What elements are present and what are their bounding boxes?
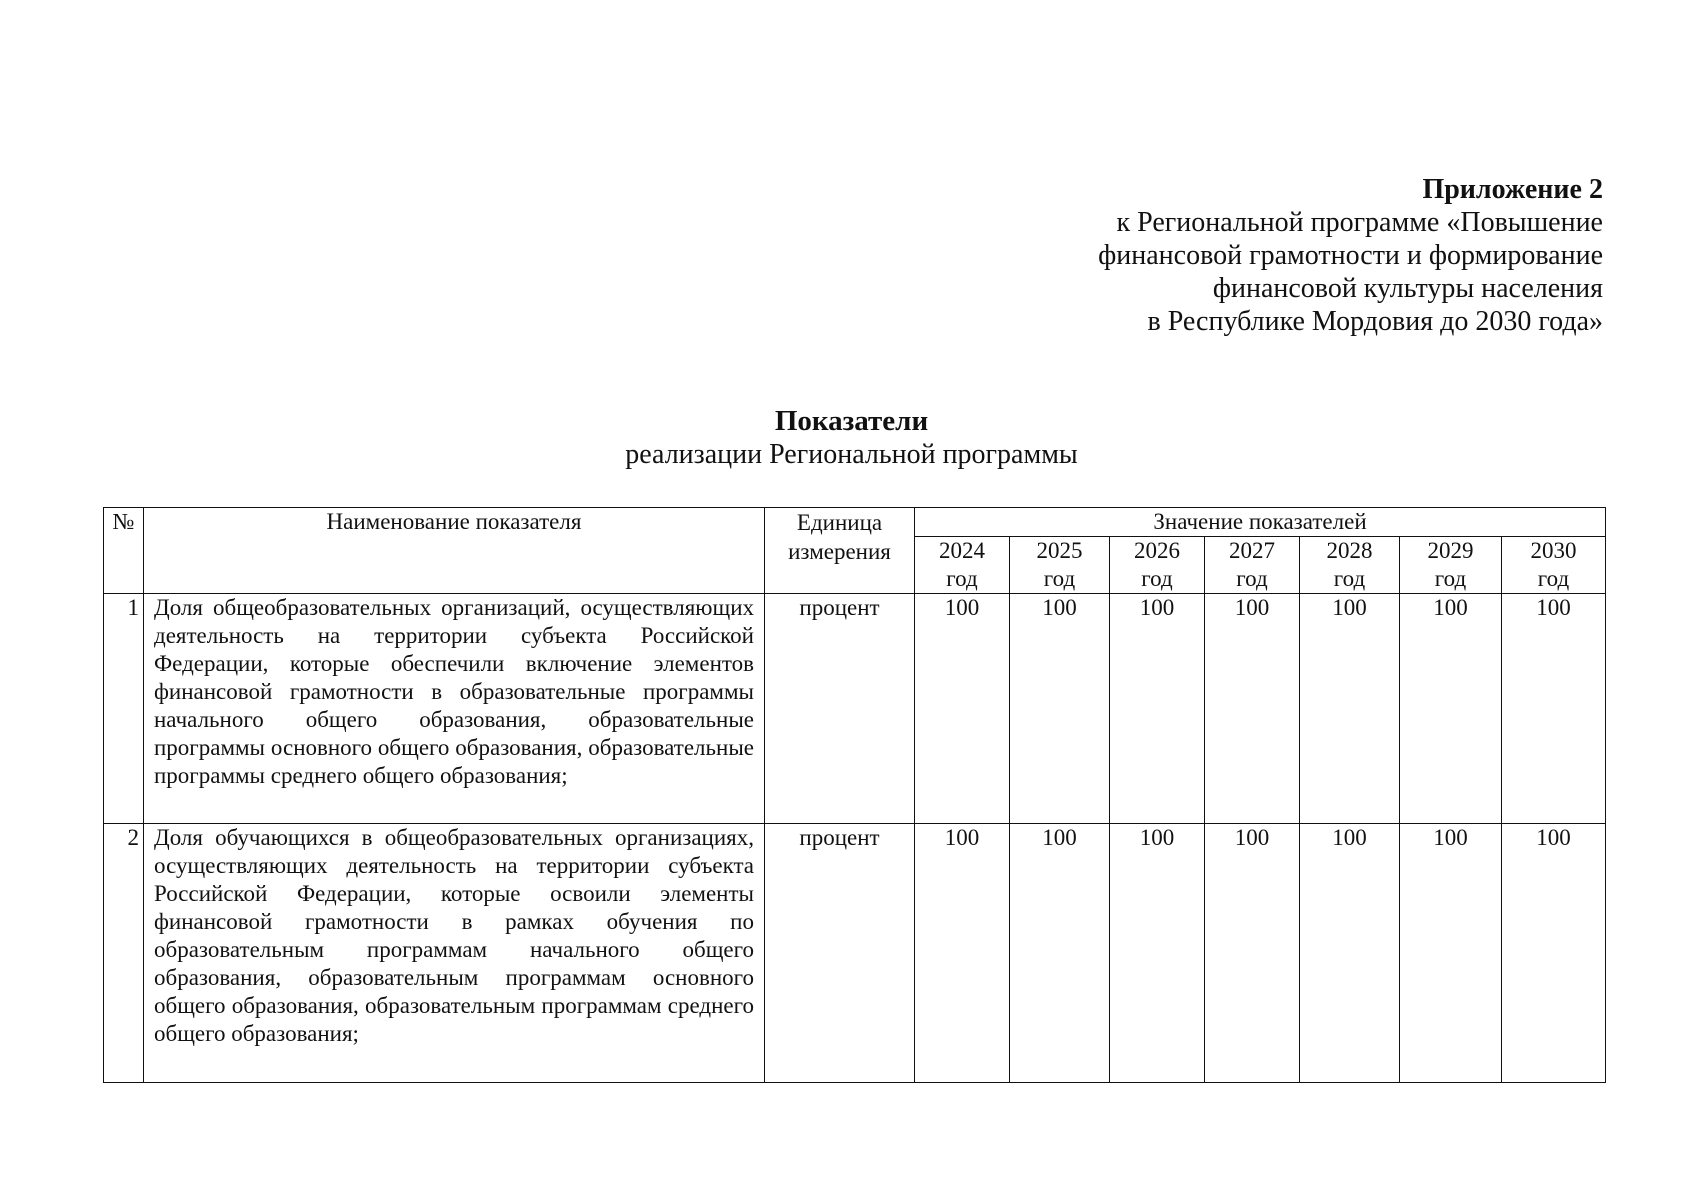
row-indicator-name: Доля обучающихся в общеобразовательных организациях, осуществляющих деятельность на территории субъекта Российской Федерации, которые освоили элементы финансовой грамотности в рамках обучения по образовательным программам начального общего образования, образовательным программам основного общего образования, образовательным программам среднего общего образования; [144,824,765,1083]
table-row [104,594,1606,824]
appendix-title: Приложение 2 [1422,174,1603,205]
row-value: 100 [1400,594,1502,824]
header-number: № [104,508,144,594]
header-year: 2028 год [1300,537,1400,594]
header-year: 2027 год [1205,537,1300,594]
header-name: Наименование показателя [144,508,765,594]
table-header-row [104,508,1606,537]
header-unit: Единица измерения [765,508,915,594]
appendix-line: финансовой культуры населения [1212,273,1603,304]
row-value: 100 [1110,594,1205,824]
row-value: 100 [1300,594,1400,824]
row-value: 100 [1502,824,1606,1083]
row-value: 100 [1010,594,1110,824]
row-value: 100 [1110,824,1205,1083]
header-year: 2029 год [1400,537,1502,594]
appendix-line: финансовой грамотности и формирование [1098,240,1603,271]
row-unit: процент [765,824,915,1083]
header-values: Значение показателей [915,508,1606,537]
row-value: 100 [1205,594,1300,824]
row-value: 100 [1400,824,1502,1083]
row-unit: процент [765,594,915,824]
indicators-table [103,507,1606,1083]
row-value: 100 [1010,824,1110,1083]
row-value: 100 [1205,824,1300,1083]
document-main-title: Показатели [774,405,929,437]
document-subtitle: реализации Региональной программы [625,439,1078,470]
appendix-header [963,173,1603,338]
row-value: 100 [915,824,1010,1083]
row-value: 100 [1300,824,1400,1083]
header-year: 2030 год [1502,537,1606,594]
header-year: 2024 год [915,537,1010,594]
row-number: 1 [104,594,144,824]
document-title [0,405,1703,471]
row-indicator-name: Доля общеобразовательных организаций, осуществляющих деятельность на территории субъекта Российской Федерации, которые обеспечили включение элементов финансовой грамотности в образовательные программы начального общего образования, образовательные программы основного общего образования, образовательные программы среднего общего образования; [144,594,765,824]
header-year: 2026 год [1110,537,1205,594]
appendix-line: к Региональной программе «Повышение [1116,207,1603,238]
appendix-line: в Республике Мордовия до 2030 года» [1147,306,1603,337]
header-year: 2025 год [1010,537,1110,594]
table-row [104,824,1606,1083]
row-value: 100 [1502,594,1606,824]
row-number: 2 [104,824,144,1083]
row-value: 100 [915,594,1010,824]
